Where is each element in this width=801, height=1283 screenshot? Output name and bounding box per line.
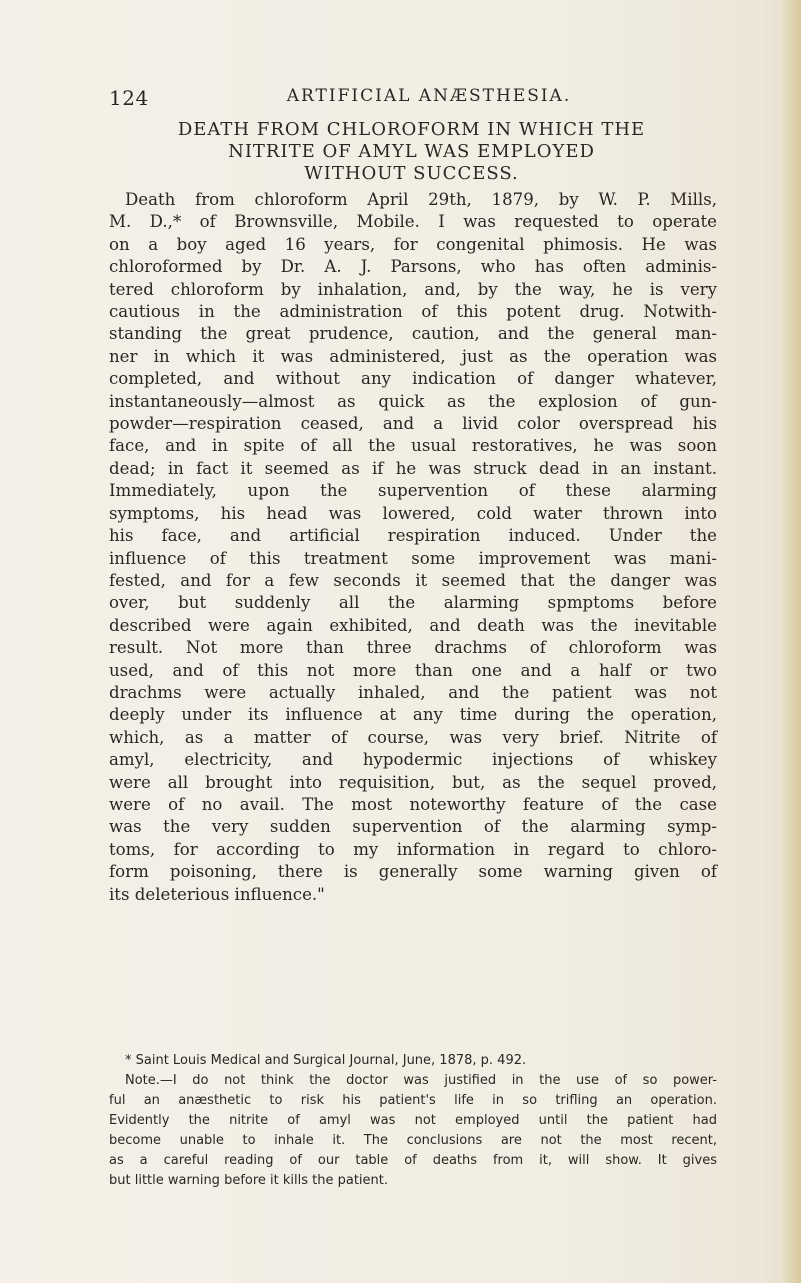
- body-line: result. Not more than three drachms of chloroform was: [109, 638, 717, 658]
- page-number: 124: [109, 86, 149, 110]
- body-line: ner in which it was administered, just as the operation was: [109, 346, 717, 366]
- section-title-line: DEATH FROM CHLOROFORM IN WHICH THE: [177, 119, 646, 140]
- body-line: symptoms, his head was lowered, cold water thrown into: [109, 503, 717, 523]
- body-line: on a boy aged 16 years, for congenital phimosis. He was: [109, 234, 717, 254]
- body-line: which, as a matter of course, was very brief. Nitrite of: [109, 727, 717, 747]
- body-line: drachms were actually inhaled, and the patient was not: [109, 682, 717, 702]
- body-line: instantaneously—almost as quick as the explosion of gun-: [109, 391, 717, 411]
- page-header: [109, 86, 709, 112]
- body-line: M. D.,* of Brownsville, Mobile. I was requested to operate: [109, 212, 717, 232]
- body-line: form poisoning, there is generally some warning given of: [109, 862, 717, 882]
- body-line: Death from chloroform April 29th, 1879, by W. P. Mills,: [125, 190, 717, 209]
- body-line: his face, and artificial respiration induced. Under the: [109, 526, 717, 546]
- body-line: tered chloroform by inhalation, and, by the way, he is very: [109, 279, 717, 299]
- body-line: its deleterious influence.": [109, 884, 325, 904]
- body-line: toms, for according to my information in regard to chloro-: [109, 839, 717, 859]
- footnote-citation: * Saint Louis Medical and Surgical Journal, June, 1878, p. 492.: [125, 1053, 527, 1068]
- body-line: over, but suddenly all the alarming spmptoms before: [109, 593, 717, 613]
- body-paragraph: [109, 189, 717, 906]
- body-line: completed, and without any indication of danger whatever,: [109, 369, 717, 389]
- body-line: chloroformed by Dr. A. J. Parsons, who has often adminis-: [109, 257, 717, 277]
- footnote-line: Note.—I do not think the doctor was justified in the use of so power-: [125, 1073, 717, 1088]
- page-edge: [779, 0, 801, 1283]
- section-title: [109, 119, 714, 185]
- body-line: influence of this treatment some improvement was mani-: [109, 548, 717, 568]
- body-line: were of no avail. The most noteworthy feature of the case: [109, 794, 717, 814]
- footnote-line: as a careful reading of our table of deaths from it, will show. It gives: [109, 1153, 717, 1168]
- section-title-line: WITHOUT SUCCESS.: [304, 163, 519, 184]
- footnotes: [109, 1051, 717, 1191]
- body-line: powder—respiration ceased, and a livid color overspread his: [109, 414, 717, 434]
- body-line: described were again exhibited, and death was the inevitable: [109, 615, 717, 635]
- body-line: used, and of this not more than one and a half or two: [109, 660, 717, 680]
- body-line: was the very sudden supervention of the alarming symp-: [109, 817, 717, 837]
- footnote-line: become unable to inhale it. The conclusions are not the most recent,: [109, 1133, 717, 1148]
- body-line: deeply under its influence at any time during the operation,: [109, 705, 717, 725]
- body-line: fested, and for a few seconds it seemed that the danger was: [109, 570, 717, 590]
- footnote-line: ful an anæsthetic to risk his patient's life in so trifling an operation.: [109, 1093, 717, 1108]
- body-line: dead; in fact it seemed as if he was struck dead in an instant.: [109, 458, 717, 478]
- body-line: were all brought into requisition, but, as the sequel proved,: [109, 772, 717, 792]
- footnote-line: Evidently the nitrite of amyl was not employed until the patient had: [109, 1113, 717, 1128]
- body-line: face, and in spite of all the usual restoratives, he was soon: [109, 436, 717, 456]
- footnote-line: but little warning before it kills the patient.: [109, 1173, 389, 1188]
- body-line: standing the great prudence, caution, and the general man-: [109, 324, 717, 344]
- running-title: ARTIFICIAL ANÆSTHESIA.: [286, 86, 572, 106]
- body-line: cautious in the administration of this potent drug. Notwith-: [109, 302, 717, 322]
- body-line: Immediately, upon the supervention of these alarming: [109, 481, 717, 501]
- section-title-line: NITRITE OF AMYL WAS EMPLOYED: [228, 141, 595, 162]
- body-line: amyl, electricity, and hypodermic injections of whiskey: [109, 750, 717, 770]
